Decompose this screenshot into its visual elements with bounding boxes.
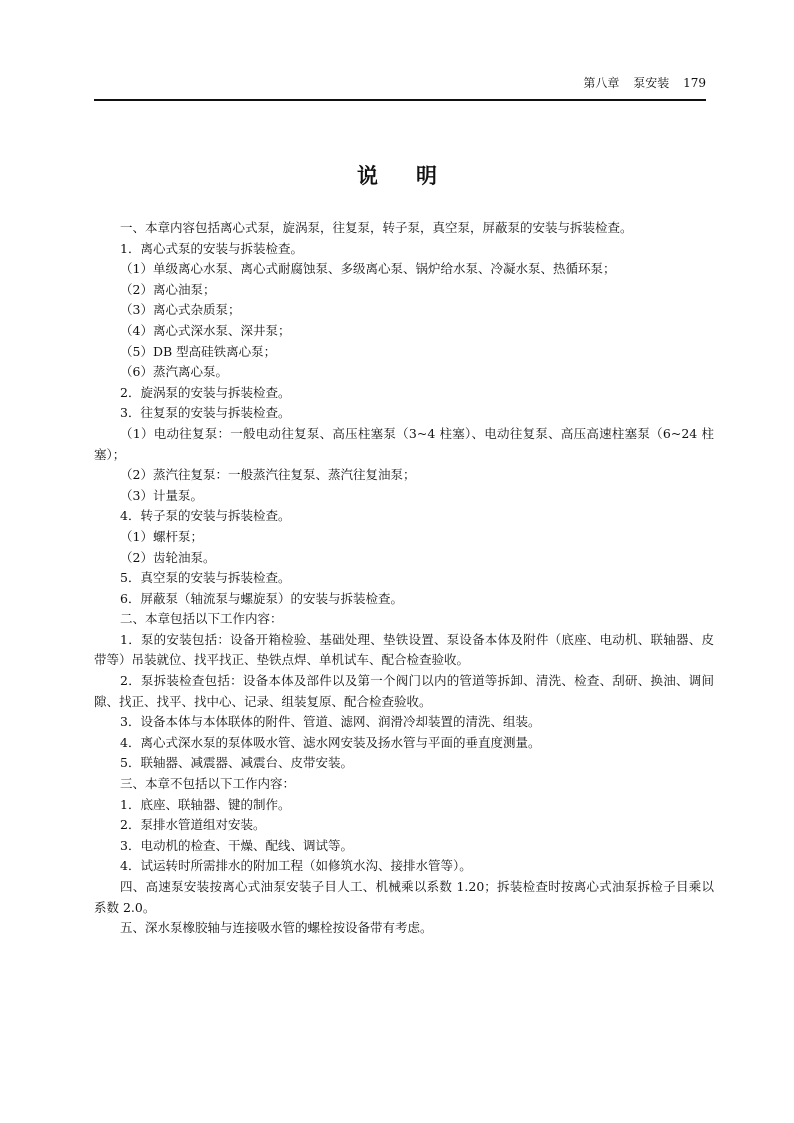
- paragraph: 4．离心式深水泵的泵体吸水管、滤水网安装及扬水管与平面的垂直度测量。: [120, 734, 541, 750]
- paragraph: 1．离心式泵的安装与拆装检查。: [120, 240, 303, 256]
- body-text: [94, 218, 714, 939]
- page-title: 说明: [357, 163, 475, 188]
- paragraph: 1．泵的安装包括：设备开箱检验、基础处理、垫铁设置、泵设备本体及附件（底座、电动机、联轴器、皮带等）吊装就位、找平找正、垫铁点焊、单机试车、配合检查验收。: [94, 631, 714, 668]
- page-number: 179: [683, 76, 706, 90]
- paragraph: 二、本章包括以下工作内容：: [120, 611, 283, 627]
- paragraph: （5）DB 型高硅铁离心泵；: [120, 343, 277, 359]
- paragraph: 4．试运转时所需排水的附加工程（如修筑水沟、接排水管等）。: [120, 858, 472, 874]
- paragraph: 3．电动机的检查、干燥、配线、调试等。: [120, 837, 353, 853]
- paragraph: 三、本章不包括以下工作内容：: [120, 776, 296, 792]
- paragraph: （2）蒸汽往复泵：一般蒸汽往复泵、蒸汽往复油泵；: [120, 467, 416, 483]
- paragraph: 一、本章内容包括离心式泵，旋涡泵，往复泵，转子泵，真空泵，屏蔽泵的安装与拆装检查。: [120, 220, 633, 235]
- paragraph: （2）齿轮油泵。: [120, 549, 216, 565]
- paragraph: 3．往复泵的安装与拆装检查。: [120, 405, 291, 421]
- paragraph: 2．泵排水管道组对安装。: [120, 817, 266, 833]
- paragraph: （3）计量泵。: [120, 487, 203, 503]
- paragraph: 5．真空泵的安装与拆装检查。: [120, 570, 291, 586]
- running-header: [94, 74, 706, 94]
- paragraph: 五、深水泵橡胶轴与连接吸水管的螺栓按设备带有考虑。: [120, 920, 433, 936]
- paragraph: 2．旋涡泵的安装与拆装检查。: [120, 384, 291, 400]
- paragraph: （1）螺杆泵；: [120, 528, 203, 544]
- paragraph: 3．设备本体与本体联体的附件、管道、滤网、润滑冷却装置的清洗、组装。: [120, 714, 541, 730]
- paragraph: 5．联轴器、减震器、减震台、皮带安装。: [120, 755, 353, 771]
- section-label: 泵安装: [633, 76, 670, 90]
- paragraph: （1）单级离心水泵、离心式耐腐蚀泵、多级离心泵、锅炉给水泵、冷凝水泵、热循环泵；: [120, 261, 616, 277]
- paragraph: （2）离心油泵；: [120, 281, 216, 297]
- paragraph: （4）离心式深水泵、深井泵；: [120, 322, 291, 338]
- paragraph: 6．屏蔽泵（轴流泵与螺旋泵）的安装与拆装检查。: [120, 590, 403, 606]
- paragraph: 1．底座、联轴器、键的制作。: [120, 796, 291, 812]
- chapter-label: 第八章: [583, 76, 620, 90]
- paragraph: 2．泵拆装检查包括：设备本体及部件以及第一个阀门以内的管道等拆卸、清洗、检查、刮研、换油、调间隙、找正、找平、找中心、记录、组装复原、配合检查验收。: [94, 673, 714, 709]
- header-rule: [94, 99, 706, 101]
- paragraph: 4．转子泵的安装与拆装检查。: [120, 508, 291, 524]
- paragraph: 四、高速泵安装按离心式油泵安装子目人工、机械乘以系数 1.20；拆装检查时按离心式油泵拆检子目乘以系数 2.0。: [94, 879, 714, 915]
- paragraph: （6）蒸汽离心泵。: [120, 364, 228, 380]
- paragraph: （1）电动往复泵：一般电动往复泵、高压柱塞泵（3~4 柱塞）、电动往复泵、高压高速柱塞泵（6~24 柱塞）；: [94, 425, 714, 462]
- paragraph: （3）离心式杂质泵；: [120, 302, 241, 318]
